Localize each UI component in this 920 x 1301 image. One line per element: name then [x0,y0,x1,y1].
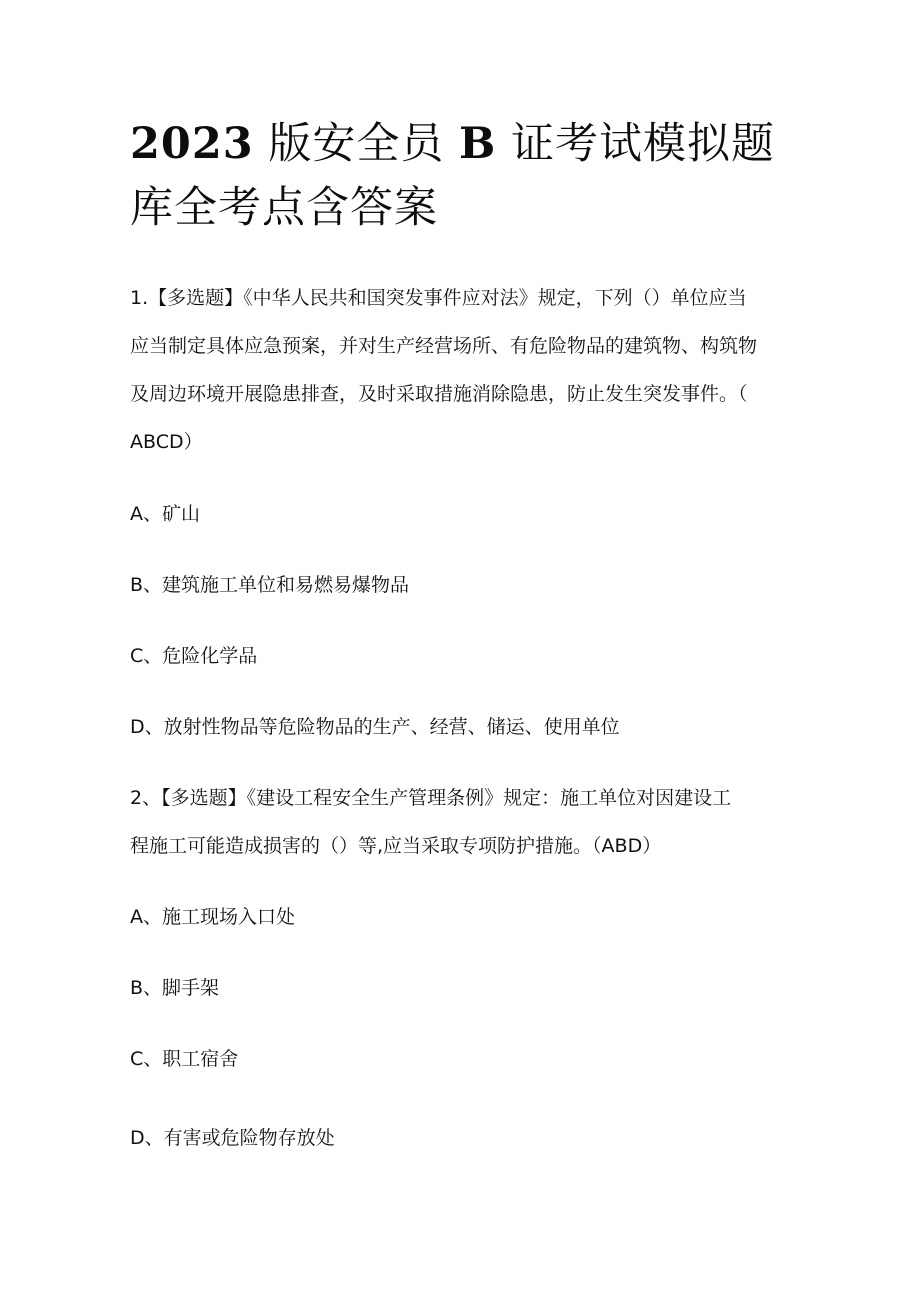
question-2-line-1: 2、【多选题】《建设工程安全生产管理条例》规定：施工单位对因建设工 [130,787,732,809]
title-text-2: 证考试模拟题库全考点含答案 [130,119,776,233]
question-2-option-b: B、脚手架 [130,977,220,999]
question-2-option-c: C、职工宿舍 [130,1048,239,1070]
question-1-option-b: B、建筑施工单位和易燃易爆物品 [130,574,410,596]
question-1-line-4: ABCD） [130,431,203,453]
question-2-option-a: A、施工现场入口处 [130,906,295,928]
question-1-line-3: 及周边环境开展隐患排查，及时采取措施消除隐患，防止发生突发事件。（ [130,383,748,405]
question-2-line-2: 程施工可能造成损害的（）等,应当采取专项防护措施。（ABD） [130,835,662,857]
title-letter: B [459,119,497,169]
title-text-1: 版安全员 [268,119,445,169]
question-1-option-a: A、矿山 [130,503,200,525]
question-2-option-d: D、有害或危险物存放处 [130,1127,335,1149]
question-1-option-c: C、危险化学品 [130,645,258,667]
question-1-line-1: 1.【多选题】《中华人民共和国突发事件应对法》规定，下列（）单位应当 [130,287,747,309]
question-1-option-d: D、放射性物品等危险物品的生产、经营、储运、使用单位 [130,716,620,738]
title-year: 2023 [130,119,254,169]
question-1-line-2: 应当制定具体应急预案，并对生产经营场所、有危险物品的建筑物、构筑物 [130,335,758,357]
document-title [130,112,810,240]
